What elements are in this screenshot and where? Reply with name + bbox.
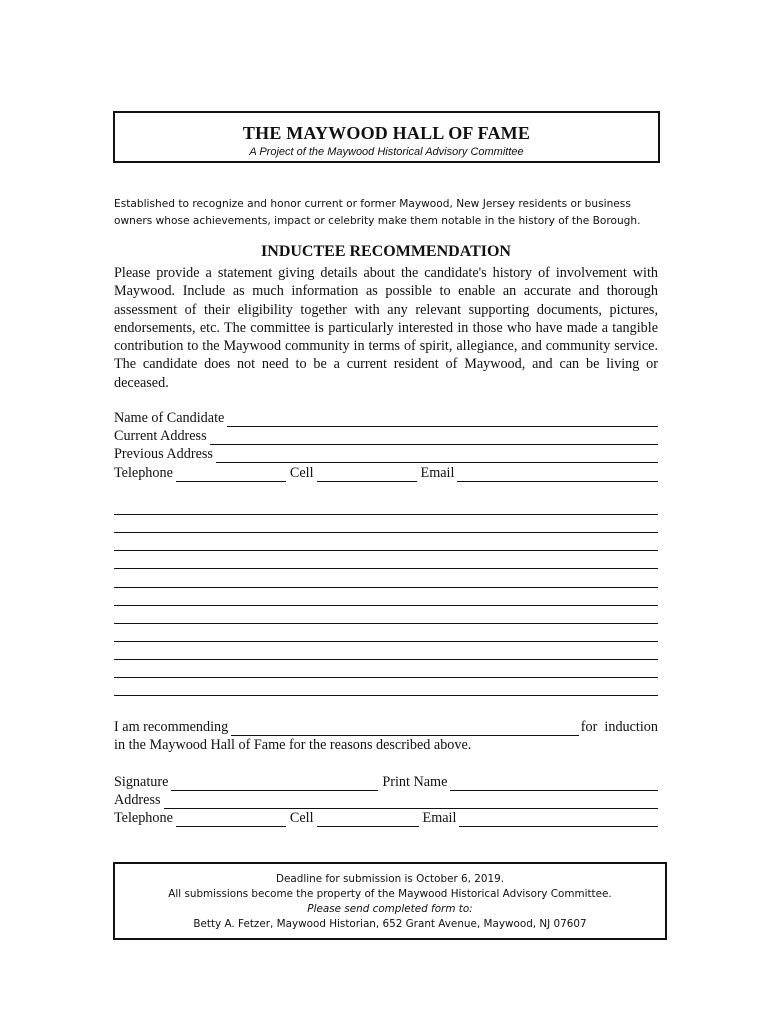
induction-label: for induction <box>580 719 658 735</box>
recommender-address-label: Address <box>114 792 161 808</box>
statement-line[interactable] <box>114 605 658 606</box>
recommender-phone-row <box>114 809 658 827</box>
recommendation-continuation: in the Maywood Hall of Fame for the reasons described above. <box>114 737 472 753</box>
current-address-row <box>114 427 658 445</box>
deadline-text: Deadline for submission is October 6, 2019. <box>275 873 504 885</box>
statement-line[interactable] <box>114 550 658 551</box>
recommendation-row <box>114 718 658 736</box>
statement-line[interactable] <box>114 659 658 660</box>
print-name-field[interactable] <box>450 777 658 791</box>
statement-line[interactable] <box>114 623 658 624</box>
statement-line[interactable] <box>114 568 658 569</box>
header-box <box>113 111 660 163</box>
signature-row <box>114 773 658 791</box>
previous-address-field[interactable] <box>216 449 658 463</box>
candidate-email-field[interactable] <box>457 468 658 482</box>
signature-label: Signature <box>114 774 169 790</box>
candidate-name-row <box>114 409 658 427</box>
current-address-label: Current Address <box>114 428 207 444</box>
recommender-cell-field[interactable] <box>317 813 419 827</box>
previous-address-row <box>114 445 658 463</box>
current-address-field[interactable] <box>210 431 658 445</box>
previous-address-label: Previous Address <box>114 446 213 462</box>
page-subtitle: A Project of the Maywood Historical Advisory Committee <box>249 146 524 158</box>
print-name-label: Print Name <box>382 774 448 790</box>
section-heading: INDUCTEE RECOMMENDATION <box>261 243 511 260</box>
recommending-label: I am recommending <box>114 719 229 735</box>
property-notice: All submissions become the property of the Maywood Historical Advisory Committee. <box>168 888 612 900</box>
send-to-text: Please send completed form to: <box>307 903 473 915</box>
statement-line[interactable] <box>114 641 658 642</box>
recommended-name-field[interactable] <box>231 722 579 736</box>
statement-line[interactable] <box>114 695 658 696</box>
recommender-address-field[interactable] <box>164 795 659 809</box>
submission-info-box <box>113 862 667 940</box>
candidate-cell-label: Cell <box>289 465 314 481</box>
candidate-name-label: Name of Candidate <box>114 410 225 426</box>
recommender-address-row <box>114 791 658 809</box>
instructions-text: Please provide a statement giving details about the candidate's history of involvement with Maywood. Include as much information as possible to enable an accurate and thorough assessment of their eligibility together with any relevant supporting documents, pictures, endorsements, etc. The committee is particularly interested in those who have made a tangible contribution to the Maywood community in terms of spirit, allegiance, and community service. The candidate does not need to be a current resident of Maywood, and can be living or deceased. <box>114 265 658 391</box>
candidate-cell-field[interactable] <box>317 468 417 482</box>
candidate-name-field[interactable] <box>227 413 658 427</box>
signature-field[interactable] <box>171 777 378 791</box>
recommender-email-label: Email <box>422 810 457 826</box>
statement-line[interactable] <box>114 677 658 678</box>
recommender-cell-label: Cell <box>289 810 314 826</box>
candidate-telephone-label: Telephone <box>114 465 173 481</box>
statement-line[interactable] <box>114 532 658 533</box>
recommender-telephone-field[interactable] <box>176 813 286 827</box>
statement-line[interactable] <box>114 514 658 515</box>
statement-line[interactable] <box>114 587 658 588</box>
contact-address: Betty A. Fetzer, Maywood Historian, 652 Grant Avenue, Maywood, NJ 07607 <box>193 918 587 930</box>
page-title: THE MAYWOOD HALL OF FAME <box>242 123 531 143</box>
recommender-email-field[interactable] <box>459 813 658 827</box>
candidate-telephone-field[interactable] <box>176 468 286 482</box>
recommender-telephone-label: Telephone <box>114 810 173 826</box>
candidate-phone-row <box>114 464 658 482</box>
intro-text: Established to recognize and honor current or former Maywood, New Jersey residents or business owners whose achievements, impact or celebrity make them notable in the history of the Borough. <box>114 198 641 227</box>
candidate-email-label: Email <box>420 465 455 481</box>
